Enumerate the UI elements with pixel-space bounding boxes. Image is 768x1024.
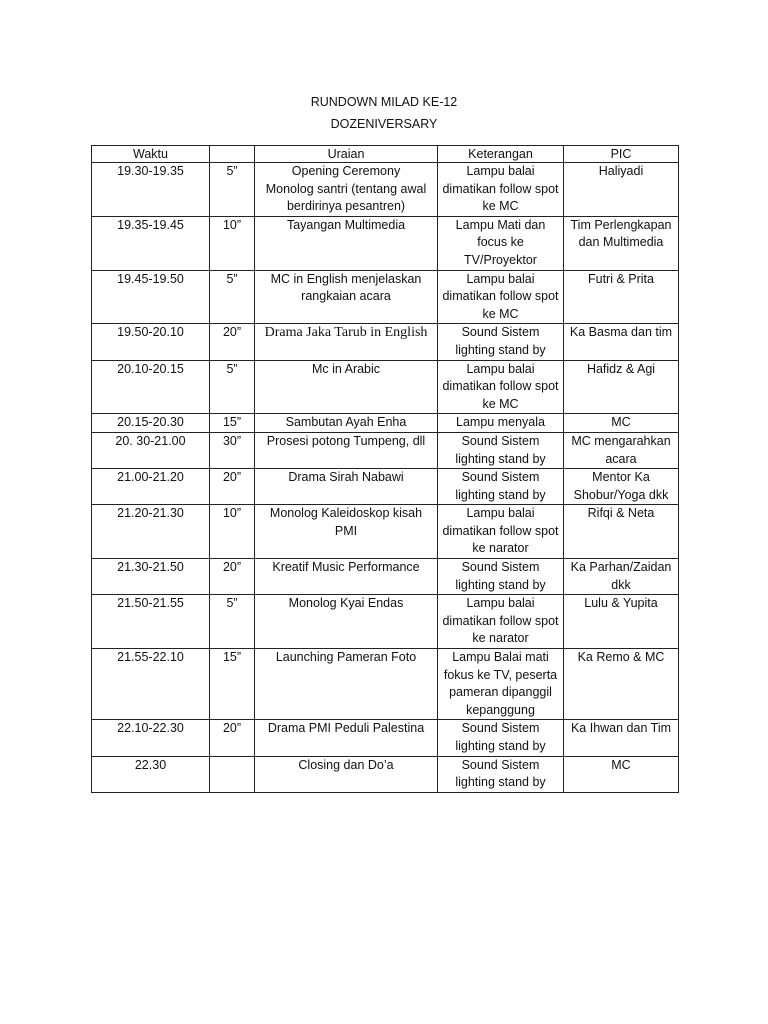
table-row (92, 324, 679, 360)
cell-durasi: 20” (210, 559, 255, 595)
cell-pic: Lulu & Yupita (564, 595, 679, 649)
cell-keterangan: Sound Sistem lighting stand by (438, 324, 564, 360)
table-row (92, 649, 679, 720)
cell-keterangan: Sound Sistem lighting stand by (438, 559, 564, 595)
table-row (92, 595, 679, 649)
table-row (92, 720, 679, 756)
cell-durasi: 5” (210, 163, 255, 217)
header-uraian: Uraian (255, 146, 438, 163)
cell-uraian: Sambutan Ayah Enha (255, 414, 438, 433)
cell-keterangan: Lampu Balai mati fokus ke TV, peserta pameran dipanggil kepanggung (438, 649, 564, 720)
table-row (92, 505, 679, 559)
cell-durasi: 10” (210, 216, 255, 270)
cell-pic: Mentor Ka Shobur/Yoga dkk (564, 469, 679, 505)
cell-pic: MC mengarahkan acara (564, 432, 679, 468)
cell-durasi: 5” (210, 595, 255, 649)
table-row (92, 469, 679, 505)
header-keterangan: Keterangan (438, 146, 564, 163)
header-waktu: Waktu (92, 146, 210, 163)
cell-uraian: Drama Jaka Tarub in English (255, 324, 438, 360)
cell-pic: Ka Parhan/Zaidan dkk (564, 559, 679, 595)
cell-durasi: 15” (210, 649, 255, 720)
table-row (92, 756, 679, 792)
cell-pic: Ka Remo & MC (564, 649, 679, 720)
table-row (92, 270, 679, 324)
cell-waktu: 19.35-19.45 (92, 216, 210, 270)
document-subtitle: DOZENIVERSARY (330, 117, 438, 131)
cell-uraian: Monolog Kaleidoskop kisah PMI (255, 505, 438, 559)
cell-waktu: 22.10-22.30 (92, 720, 210, 756)
cell-waktu: 21.50-21.55 (92, 595, 210, 649)
cell-keterangan: Lampu balai dimatikan follow spot ke narator (438, 505, 564, 559)
cell-waktu: 19.50-20.10 (92, 324, 210, 360)
cell-keterangan: Lampu Mati dan focus ke TV/Proyektor (438, 216, 564, 270)
cell-uraian: MC in English menjelaskan rangkaian acara (255, 270, 438, 324)
cell-uraian: Drama PMI Peduli Palestina (255, 720, 438, 756)
cell-pic: Haliyadi (564, 163, 679, 217)
cell-durasi: 30” (210, 432, 255, 468)
cell-durasi: 20” (210, 469, 255, 505)
cell-uraian: Launching Pameran Foto (255, 649, 438, 720)
cell-keterangan: Lampu balai dimatikan follow spot ke MC (438, 163, 564, 217)
cell-keterangan: Lampu balai dimatikan follow spot ke narator (438, 595, 564, 649)
table-row (92, 559, 679, 595)
cell-keterangan: Sound Sistem lighting stand by (438, 469, 564, 505)
cell-waktu: 20.10-20.15 (92, 360, 210, 414)
cell-uraian: Monolog Kyai Endas (255, 595, 438, 649)
cell-durasi (210, 756, 255, 792)
cell-pic: Ka Ihwan dan Tim (564, 720, 679, 756)
cell-uraian: Closing dan Do’a (255, 756, 438, 792)
cell-durasi: 10” (210, 505, 255, 559)
cell-pic: MC (564, 756, 679, 792)
cell-pic: Rifqi & Neta (564, 505, 679, 559)
cell-keterangan: Sound Sistem lighting stand by (438, 432, 564, 468)
cell-waktu: 21.20-21.30 (92, 505, 210, 559)
cell-durasi: 20” (210, 324, 255, 360)
cell-uraian: Mc in Arabic (255, 360, 438, 414)
cell-waktu: 22.30 (92, 756, 210, 792)
header-pic: PIC (564, 146, 679, 163)
table-row (92, 432, 679, 468)
cell-keterangan: Lampu balai dimatikan follow spot ke MC (438, 360, 564, 414)
cell-pic: Futri & Prita (564, 270, 679, 324)
table-row (92, 414, 679, 433)
cell-waktu: 20.15-20.30 (92, 414, 210, 433)
cell-waktu: 21.55-22.10 (92, 649, 210, 720)
cell-waktu: 20. 30-21.00 (92, 432, 210, 468)
cell-keterangan: Sound Sistem lighting stand by (438, 720, 564, 756)
cell-durasi: 5” (210, 360, 255, 414)
cell-uraian: Opening Ceremony Monolog santri (tentang awal berdirinya pesantren) (255, 163, 438, 217)
cell-keterangan: Lampu balai dimatikan follow spot ke MC (438, 270, 564, 324)
cell-durasi: 5” (210, 270, 255, 324)
cell-keterangan: Sound Sistem lighting stand by (438, 756, 564, 792)
cell-waktu: 21.00-21.20 (92, 469, 210, 505)
cell-uraian: Kreatif Music Performance (255, 559, 438, 595)
cell-waktu: 19.30-19.35 (92, 163, 210, 217)
cell-uraian: Drama Sirah Nabawi (255, 469, 438, 505)
table-row (92, 360, 679, 414)
table-row (92, 216, 679, 270)
cell-uraian: Tayangan Multimedia (255, 216, 438, 270)
cell-uraian: Prosesi potong Tumpeng, dll (255, 432, 438, 468)
table-header-row (92, 146, 679, 163)
cell-pic: Ka Basma dan tim (564, 324, 679, 360)
cell-keterangan: Lampu menyala (438, 414, 564, 433)
cell-durasi: 20” (210, 720, 255, 756)
header-durasi (210, 146, 255, 163)
cell-pic: Tim Perlengkapan dan Multimedia (564, 216, 679, 270)
cell-waktu: 19.45-19.50 (92, 270, 210, 324)
cell-waktu: 21.30-21.50 (92, 559, 210, 595)
cell-pic: MC (564, 414, 679, 433)
rundown-table (91, 145, 679, 793)
cell-pic: Hafidz & Agi (564, 360, 679, 414)
document-title: RUNDOWN MILAD KE-12 (310, 95, 458, 109)
cell-durasi: 15” (210, 414, 255, 433)
table-row (92, 163, 679, 217)
